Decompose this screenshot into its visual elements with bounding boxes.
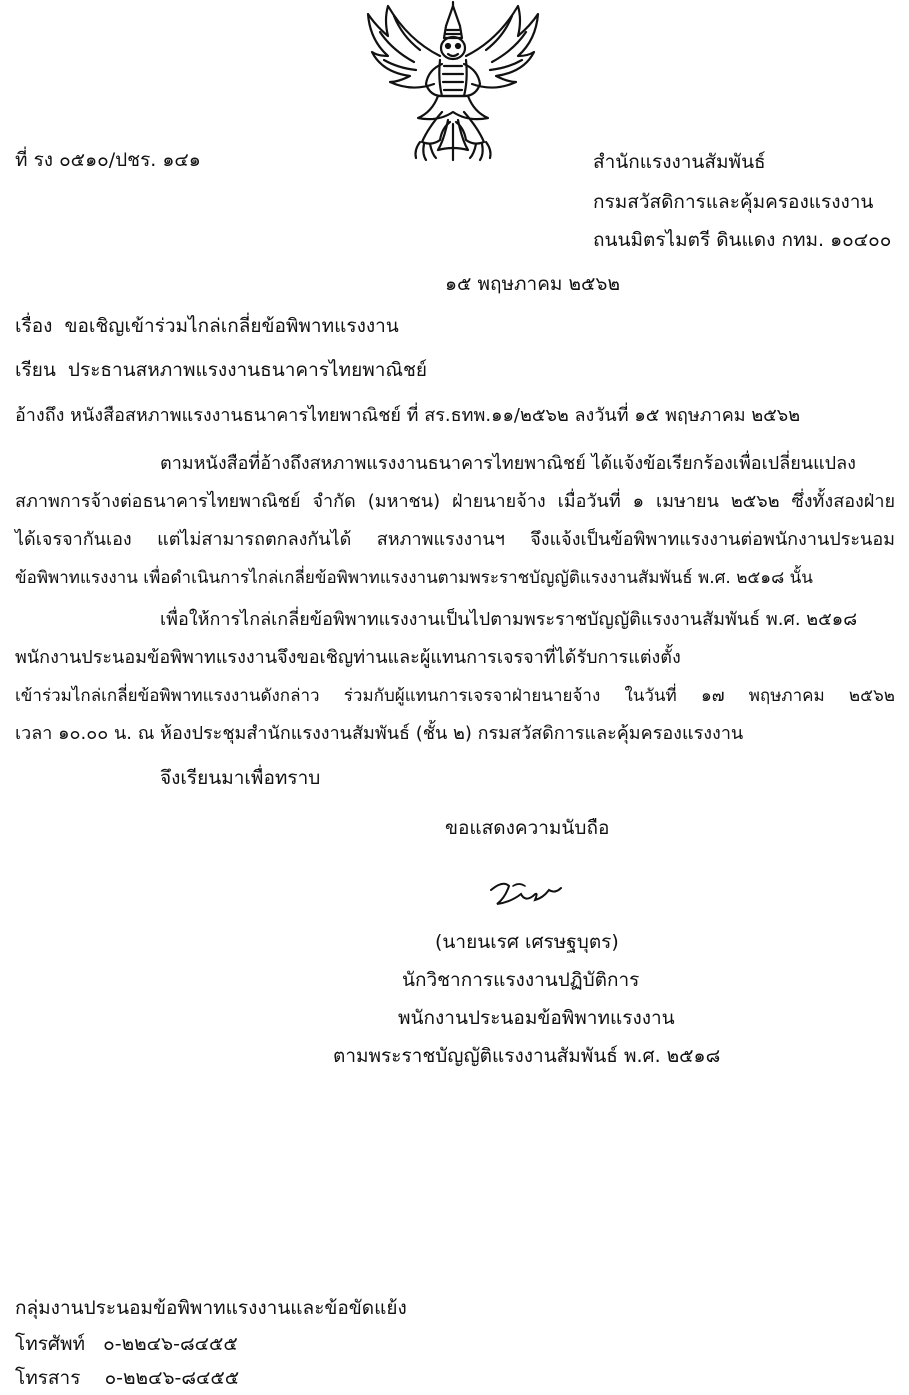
signatory-position: นักวิชาการแรงงานปฏิบัติการ xyxy=(402,969,640,991)
phone-number: ๐-๒๒๔๖-๘๔๕๕ xyxy=(103,1333,238,1355)
subject-line xyxy=(15,314,399,338)
handwritten-signature xyxy=(485,872,565,917)
office-address: ถนนมิตรไมตรี ดินแดง กทม. ๑๐๔๐๐ xyxy=(593,229,892,251)
reference-text: หนังสือสหภาพแรงงานธนาคารไทยพาณิชย์ ที่ สร.ธทพ.๑๑/๒๕๖๒ ลงวันที่ ๑๕ พฤษภาคม ๒๕๖๒ xyxy=(70,405,801,426)
paragraph2-line: เพื่อให้การไกล่เกลี่ยข้อพิพาทแรงงานเป็นไปตามพระราชบัญญัติแรงงานสัมพันธ์ พ.ศ. ๒๕๑๘ xyxy=(160,609,858,630)
paragraph1-line: ข้อพิพาทแรงงาน เพื่อดำเนินการไกล่เกลี่ยข้อพิพาทแรงงานตามพระราชบัญญัติแรงงานสัมพันธ์ พ.ศ. ๒๕๑๘ นั้น xyxy=(15,568,813,588)
paragraph1-line: ได้เจรจากันเอง แต่ไม่สามารถตกลงกันได้ สหภาพแรงงานฯ จึงแจ้งเป็นข้อพิพาทแรงงานต่อพนักงานประนอม xyxy=(15,529,895,550)
signatory-name: (นายนเรศ เศรษฐบุตร) xyxy=(435,931,619,953)
footer-fax xyxy=(15,1366,239,1390)
subject-text: ขอเชิญเข้าร่วมไกล่เกลี่ยข้อพิพาทแรงงาน xyxy=(64,315,399,337)
subject-label: เรื่อง xyxy=(15,315,53,337)
paragraph2-line: พนักงานประนอมข้อพิพาทแรงงานจึงขอเชิญท่านและผู้แทนการเจรจาที่ได้รับการแต่งตั้ง xyxy=(15,647,681,668)
signatory-role: พนักงานประนอมข้อพิพาทแรงงาน xyxy=(398,1007,675,1029)
reference-line xyxy=(15,404,800,428)
paragraph2-line: เวลา ๑๐.๐๐ น. ณ ห้องประชุมสำนักแรงงานสัมพันธ์ (ชั้น ๒) กรมสวัสดิการและคุ้มครองแรงงาน xyxy=(15,723,744,744)
recipient-text: ประธานสหภาพแรงงานธนาคารไทยพาณิชย์ xyxy=(67,359,428,381)
recipient-line xyxy=(15,358,427,382)
footer-phone xyxy=(15,1332,238,1356)
recipient-label: เรียน xyxy=(15,359,56,381)
paragraph2-line: เข้าร่วมไกล่เกลี่ยข้อพิพาทแรงงานดังกล่าว ร่วมกับผู้แทนการเจรจาฝ่ายนายจ้าง ในวันที่ ๑๗ พฤษภาคม ๒๕๖๒ xyxy=(15,686,895,706)
footer-department: กลุ่มงานประนอมข้อพิพาทแรงงานและข้อขัดแย้ง xyxy=(15,1297,407,1319)
document-date: ๑๕ พฤษภาคม ๒๕๖๒ xyxy=(445,273,620,295)
document-number: ที่ รง ๐๕๑๐/ปชร. ๑๔๑ xyxy=(15,149,201,171)
fax-number: ๐-๒๒๔๖-๘๔๕๕ xyxy=(104,1367,240,1389)
office-department: กรมสวัสดิการและคุ้มครองแรงงาน xyxy=(593,191,874,213)
paragraph1-line: ตามหนังสือที่อ้างถึงสหภาพแรงงานธนาคารไทยพาณิชย์ ได้แจ้งข้อเรียกร้องเพื่อเปลี่ยนแปลง xyxy=(160,453,856,474)
paragraph1-line: สภาพการจ้างต่อธนาคารไทยพาณิชย์ จำกัด (มหาชน) ฝ่ายนายจ้าง เมื่อวันที่ ๑ เมษายน ๒๕๖๒ ซึ่งทั้งสองฝ่าย xyxy=(15,491,895,512)
garuda-emblem-icon xyxy=(358,0,548,170)
fax-label: โทรสาร xyxy=(15,1367,81,1389)
closing-text: จึงเรียนมาเพื่อทราบ xyxy=(160,767,321,789)
reference-label: อ้างถึง xyxy=(15,405,65,426)
signatory-authority: ตามพระราชบัญญัติแรงงานสัมพันธ์ พ.ศ. ๒๕๑๘ xyxy=(333,1045,721,1067)
phone-label: โทรศัพท์ xyxy=(15,1333,86,1355)
office-name: สำนักแรงงานสัมพันธ์ xyxy=(593,151,766,173)
complimentary-close: ขอแสดงความนับถือ xyxy=(445,817,610,839)
